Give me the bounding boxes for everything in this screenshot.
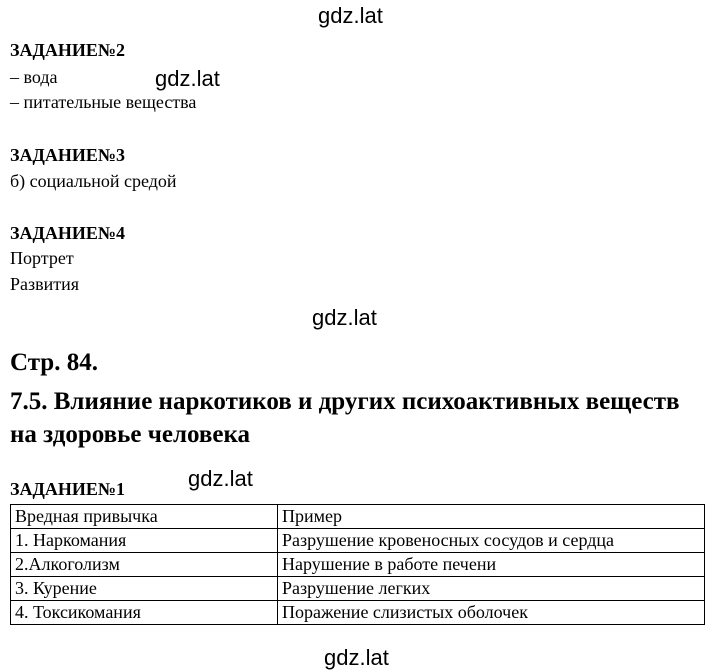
task4-line: Портрет [10, 248, 74, 268]
table-cell: 1. Наркомания [11, 529, 278, 553]
table-cell: 2.Алкоголизм [11, 553, 278, 577]
table-cell: Поражение слизистых оболочек [278, 601, 705, 625]
table-header-cell: Пример [278, 505, 705, 529]
table-row [11, 553, 705, 577]
task3-title: ЗАДАНИЕ№3 [10, 145, 125, 165]
task3-line: б) социальной средой [10, 171, 177, 191]
table-row [11, 601, 705, 625]
watermark: gdz.lat [318, 3, 383, 28]
watermark: gdz.lat [155, 66, 220, 91]
watermark: gdz.lat [188, 466, 253, 491]
task2-title: ЗАДАНИЕ№2 [10, 40, 125, 60]
table-cell: 4. Токсикомания [11, 601, 278, 625]
table-header-row [11, 505, 705, 529]
task4-line: Развития [10, 274, 80, 294]
table-cell: 3. Курение [11, 577, 278, 601]
watermark: gdz.lat [324, 645, 389, 670]
watermark: gdz.lat [312, 305, 377, 330]
task2-line: – вода [10, 67, 58, 87]
task1-title: ЗАДАНИЕ№1 [10, 479, 125, 499]
table-cell: Разрушение легких [278, 577, 705, 601]
table-cell: Нарушение в работе печени [278, 553, 705, 577]
section-title: 7.5. Влияние наркотиков и других психоактивных веществ на здоровье человека [10, 388, 680, 448]
habits-table [10, 504, 705, 625]
table-cell: Разрушение кровеносных сосудов и сердца [278, 529, 705, 553]
task4-title: ЗАДАНИЕ№4 [10, 223, 125, 243]
table-row [11, 577, 705, 601]
table-header-cell: Вредная привычка [11, 505, 278, 529]
page-ref: Стр. 84. [10, 349, 98, 376]
table-row [11, 529, 705, 553]
task2-line: – питательные вещества [10, 92, 197, 112]
